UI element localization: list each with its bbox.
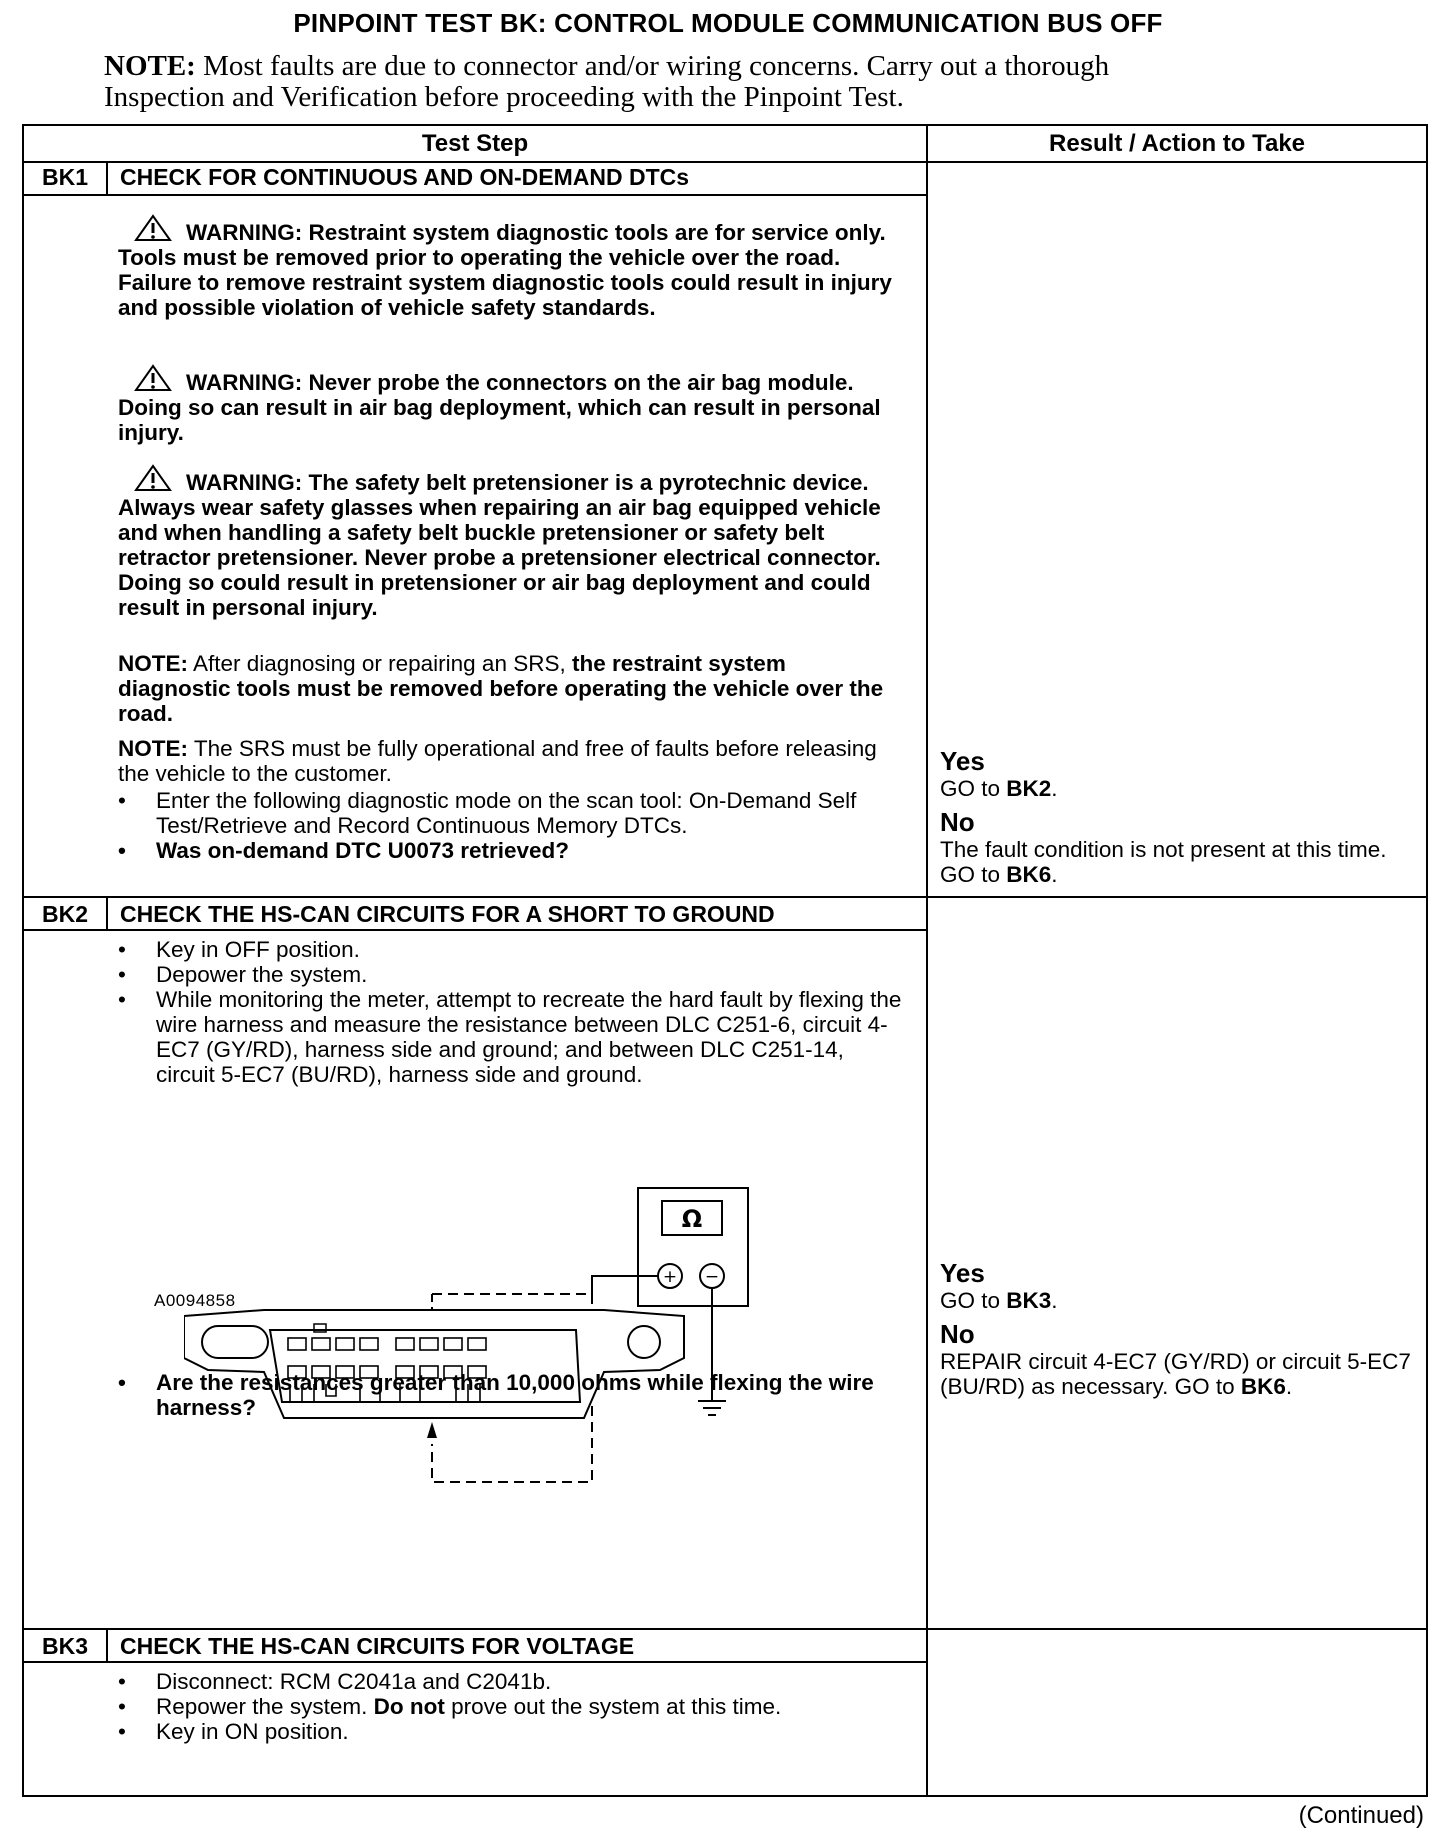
plus-sign: + [662, 1267, 678, 1287]
list-item [118, 1669, 908, 1694]
list-item [118, 987, 908, 1087]
list-item [118, 962, 908, 987]
bk1-warning-3-text: WARNING: The safety belt pretensioner is a pyrotechnic device. Always wear safety glasses when repairing an air bag equipped vehicle and when handling a safety belt buckle pretensioner or safety belt retractor pretensioner. Never probe a pretensioner electrical connector. Doing so could result in pretensioner or air bag deployment and could result in personal injury. [118, 470, 881, 620]
continued-label: (Continued) [1298, 1802, 1424, 1829]
step-id-bk1: BK1 [24, 161, 108, 194]
bk2-result [940, 1258, 1420, 1399]
bk1-bullet-2: Was on-demand DTC U0073 retrieved? [156, 838, 570, 863]
step-title-bk1: CHECK FOR CONTINUOUS AND ON-DEMAND DTCs [120, 164, 690, 190]
step-bk2-header [24, 896, 926, 931]
bk2-no-target: BK6 [1240, 1374, 1286, 1399]
bk1-note-2-label: NOTE: [118, 736, 188, 761]
intro-note [104, 51, 1254, 113]
bk2-bullet-3: While monitoring the meter, attempt to recreate the hard fault by flexing the wire harness and measure the resistance between DLC C251-6, circuit 4-EC7 (GY/RD), harness side and ground; and between DLC C251-14, circuit 5-EC7 (BU/RD), harness side and ground. [156, 987, 902, 1087]
step-title-bk2: CHECK THE HS-CAN CIRCUITS FOR A SHORT TO GROUND [120, 901, 775, 927]
dlc-resistance-diagram [184, 1186, 754, 1546]
bk2-no-prefix: REPAIR circuit 4-EC7 (GY/RD) or circuit 5-EC7 (BU/RD) as necessary. GO to [940, 1349, 1411, 1399]
list-item [118, 1370, 908, 1420]
bk1-bullet-1: Enter the following diagnostic mode on the scan tool: On-Demand Self Test/Retrieve and Record Continuous Memory DTCs. [156, 788, 857, 838]
warning-triangle-icon [134, 464, 172, 492]
bk1-note-2-text: The SRS must be fully operational and free of faults before releasing the vehicle to the customer. [118, 736, 877, 786]
bk2-bullets [118, 937, 908, 1087]
bk2-no-suffix: . [1285, 1374, 1293, 1399]
ohm-symbol: Ω [681, 1205, 703, 1233]
bk1-warning-1 [118, 214, 903, 320]
bk1-note-2 [118, 736, 903, 786]
header-test-step: Test Step [421, 130, 529, 157]
bk2-bullet-1: Key in OFF position. [156, 937, 360, 962]
bk1-warning-1-text: WARNING: Restraint system diagnostic tools are for service only. Tools must be removed prior to operating the vehicle over the road. Failure to remove restraint system diagnostic tools could result in injury and possible violation of vehicle safety standards. [118, 220, 892, 320]
step-id-bk2: BK2 [24, 898, 108, 929]
bk2-yes-label: Yes [940, 1258, 985, 1288]
list-item [118, 1719, 908, 1744]
bk1-no-prefix: The fault condition is not present at this time. GO to [940, 837, 1387, 887]
bk1-note-1-label: NOTE: [118, 651, 188, 676]
step-bk3-header [24, 1628, 926, 1663]
bk2-yes-suffix: . [1051, 1288, 1058, 1313]
bk1-note-1 [118, 651, 903, 726]
warning-triangle-icon [134, 214, 172, 242]
page-title: PINPOINT TEST BK: CONTROL MODULE COMMUNICATION BUS OFF [293, 8, 1163, 38]
step-id-bk3: BK3 [24, 1630, 108, 1661]
bk2-no-action [940, 1349, 1420, 1399]
row-separator [926, 1628, 1426, 1630]
intro-note-text-1: Most faults are due to connector and/or wiring concerns. Carry out a thorough [195, 50, 1110, 82]
list-item [118, 1694, 908, 1719]
bk1-no-action [940, 837, 1420, 887]
figure-code: A0094858 [154, 1291, 236, 1310]
intro-note-label: NOTE: [104, 50, 196, 82]
warning-triangle-icon [134, 364, 172, 392]
bk1-result [940, 746, 1420, 887]
bk1-warning-2-text: WARNING: Never probe the connectors on the air bag module. Doing so can result in air bag deployment, which can result in personal injury. [118, 370, 881, 445]
bk2-question-text: Are the resistances greater than 10,000 ohms while flexing the wire harness? [156, 1370, 874, 1420]
minus-sign: − [704, 1267, 720, 1287]
bk3-bullet-3: Key in ON position. [156, 1719, 349, 1744]
list-item [118, 788, 903, 838]
bk2-yes-action [940, 1288, 1420, 1313]
bk1-warning-2 [118, 364, 903, 445]
bk1-warning-3 [118, 464, 903, 620]
bk1-note-1-bold: the restraint system diagnostic tools must be removed before operating the vehicle over the road. [118, 651, 884, 726]
column-divider [926, 126, 928, 1795]
bk1-no-suffix: . [1051, 862, 1058, 887]
bk1-yes-label: Yes [940, 746, 985, 776]
intro-note-text-2: Inspection and Verification before proceeding with the Pinpoint Test. [104, 81, 904, 113]
bk1-yes-target: BK2 [1006, 776, 1052, 801]
bk1-yes-action [940, 776, 1420, 801]
row-separator [926, 896, 1426, 898]
bk3-bullet-2-bold: Do not [373, 1694, 445, 1719]
bk1-note-1-plain: After diagnosing or repairing an SRS, [188, 651, 572, 676]
bk1-no-label: No [940, 807, 975, 837]
bk1-yes-prefix: GO to [940, 776, 1007, 801]
bk2-yes-prefix: GO to [940, 1288, 1007, 1313]
bk3-bullet-2-prefix: Repower the system. [156, 1694, 374, 1719]
header-result-action: Result / Action to Take [1048, 130, 1306, 157]
bk1-bullets [118, 788, 903, 863]
step-bk1-header [24, 161, 926, 196]
bk3-bullet-1: Disconnect: RCM C2041a and C2041b. [156, 1669, 552, 1694]
bk2-question [118, 1370, 908, 1420]
table-header-row [24, 126, 1426, 163]
bk3-bullets [118, 1669, 908, 1744]
pinpoint-table [22, 124, 1428, 1797]
bk3-bullet-2-suffix: prove out the system at this time. [444, 1694, 782, 1719]
bk2-bullet-2: Depower the system. [156, 962, 368, 987]
list-item [118, 937, 908, 962]
bk2-no-label: No [940, 1319, 975, 1349]
bk2-yes-target: BK3 [1006, 1288, 1052, 1313]
bk1-no-target: BK6 [1006, 862, 1052, 887]
step-title-bk3: CHECK THE HS-CAN CIRCUITS FOR VOLTAGE [120, 1633, 635, 1659]
bk1-yes-suffix: . [1051, 776, 1058, 801]
list-item [118, 838, 903, 863]
